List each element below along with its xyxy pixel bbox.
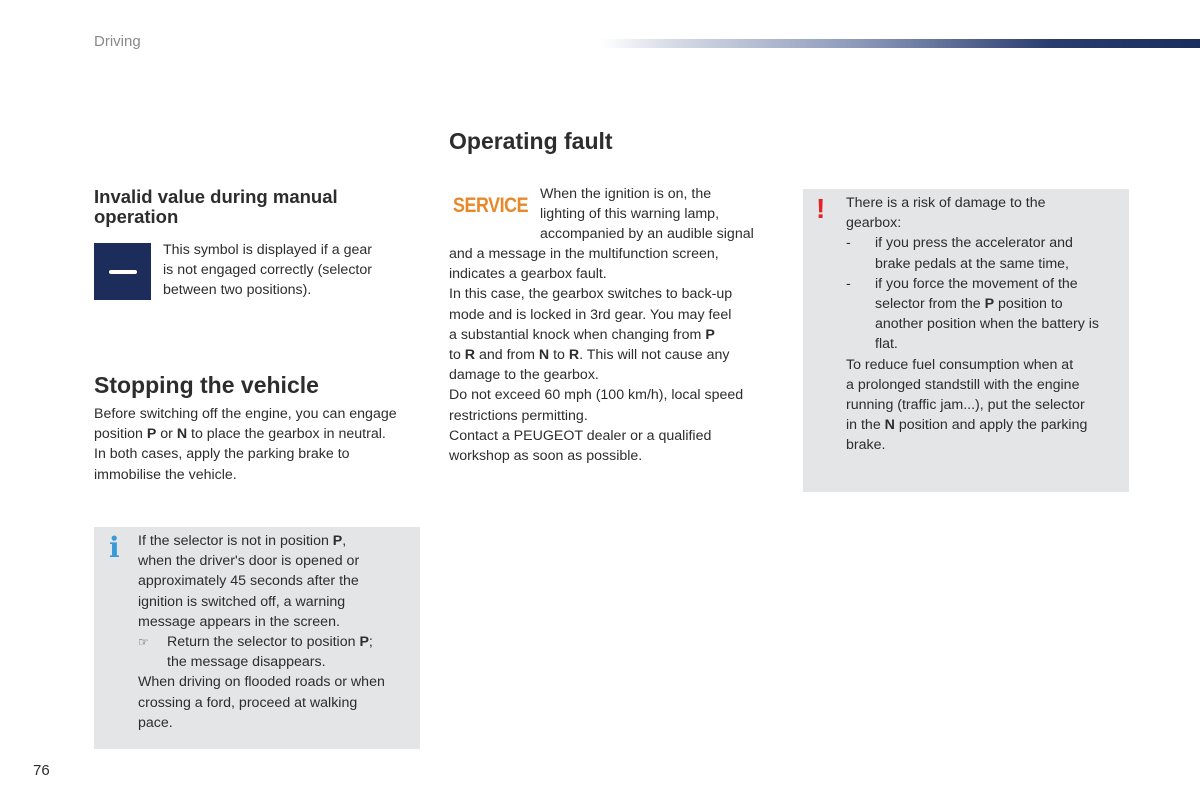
invalid-value-heading: Invalid value during manual operation (94, 186, 338, 227)
section-title: Driving (94, 33, 141, 50)
page-number: 76 (33, 762, 50, 779)
warning-list-item: - if you force the movement of the selector from the P position to another position when the battery is flat. (846, 275, 1099, 353)
invalid-value-text: This symbol is displayed if a gear is not engaged correctly (selector between two positions). (163, 242, 372, 299)
service-warning-icon: SERVICE (453, 194, 529, 217)
pointing-hand-icon: ☞ (138, 635, 149, 650)
operating-fault-intro: When the ignition is on, the lighting of this warning lamp, accompanied by an audible signal (540, 186, 754, 243)
stopping-vehicle-heading: Stopping the vehicle (94, 372, 319, 398)
info-icon: i (109, 531, 120, 564)
info-box-instruction: ☞ Return the selector to position P; the message disappears. (138, 632, 416, 672)
stopping-vehicle-text: Before switching off the engine, you can engage position P or N to place the gearbox in neutral. In both cases, apply the parking brake to immobilise the vehicle. (94, 406, 397, 483)
warning-box-text: There is a risk of damage to the gearbox: - if you press the accelerator and brake pedals at the same time, - if you force the movement of the selector from the P position to another position when the battery is flat. To reduce fuel consumption when at a prolonged standstill with the engine running (traffic jam...), put the selector in the N position and apply the parking brake. (846, 193, 1126, 456)
header-gradient-bar (600, 39, 1200, 48)
operating-fault-text: and a message in the multifunction screen, indicates a gearbox fault. In this case, the gearbox switches to back-up mode and is locked in 3rd gear. You may feel a substantial knock when changing from P to R and from N to R. This will not cause any damage to the gearbox. Do not exceed 60 mph (100 km/h), local speed restrictions permitting. Contact a PEUGEOT dealer or a qualified workshop as soon as possible. (449, 246, 744, 465)
operating-fault-heading: Operating fault (449, 128, 613, 154)
gear-between-positions-icon (94, 243, 151, 300)
info-box-text: If the selector is not in position P, when the driver's door is opened or approximately 45 seconds after the ignition is switched off, a warning message appears in the screen. ☞ Return the selector to position P; the message disappears. When driving on flooded roads or when crossing a ford, proceed at walking pace. (138, 531, 416, 733)
exclamation-warning-icon: ! (816, 193, 826, 224)
warning-list-item: - if you press the accelerator and brake pedals at the same time, (846, 235, 1073, 272)
